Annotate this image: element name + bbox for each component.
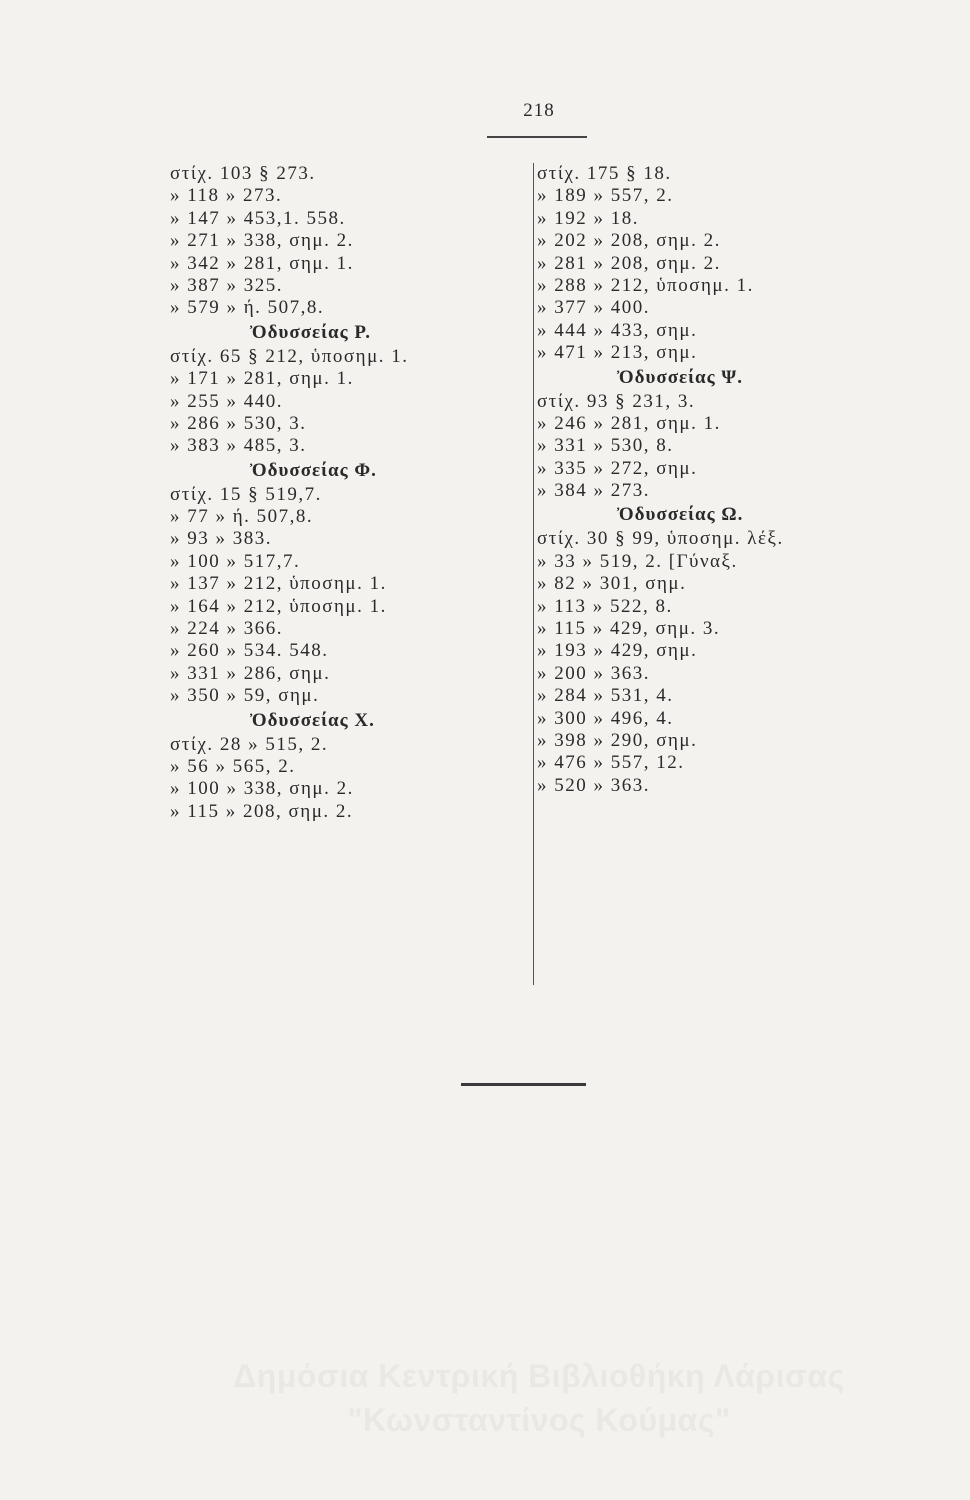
index-entry: » 115 » 429, σημ. 3. — [537, 618, 721, 640]
index-entry: » 377 » 400. — [537, 297, 650, 319]
index-entry: » 115 » 208, σημ. 2. — [170, 800, 354, 822]
top-rule — [487, 136, 587, 138]
index-entry: στίχ. 65 § 212, ὑποσημ. 1. — [170, 345, 409, 367]
index-entry: » 288 » 212, ὑποσημ. 1. — [537, 274, 754, 296]
index-entry: » 100 » 338, σημ. 2. — [170, 778, 354, 800]
index-entry: » 171 » 281, σημ. 1. — [170, 368, 354, 390]
index-entry: » 118 » 273. — [170, 185, 283, 207]
index-entry: » 147 » 453,1. 558. — [170, 207, 346, 229]
index-entry: » 224 » 366. — [170, 618, 283, 640]
page-number: 218 — [523, 100, 555, 121]
section-heading: Ὀδυσσείας Χ. — [250, 709, 375, 731]
index-entry: » 255 » 440. — [170, 390, 283, 412]
index-entry: » 342 » 281, σημ. 1. — [170, 252, 354, 274]
index-entry: » 286 » 530, 3. — [170, 412, 307, 434]
index-entry: » 384 » 273. — [537, 480, 650, 502]
index-entry: » 476 » 557, 12. — [537, 752, 685, 774]
column-divider — [533, 163, 534, 985]
index-entry: » 113 » 522, 8. — [537, 595, 673, 617]
index-entry: » 335 » 272, σημ. — [537, 457, 698, 479]
index-entry: στίχ. 15 § 519,7. — [170, 483, 322, 505]
index-entry: » 331 » 530, 8. — [537, 435, 674, 457]
index-entry: » 398 » 290, σημ. — [537, 729, 698, 751]
index-entry: » 520 » 363. — [537, 774, 650, 796]
index-entry: » 189 » 557, 2. — [537, 185, 674, 207]
section-heading: Ὀδυσσείας Ρ. — [250, 321, 372, 343]
index-entry: » 300 » 496, 4. — [537, 707, 674, 729]
index-entry: » 260 » 534. 548. — [170, 640, 329, 662]
watermark-line-1: Δημόσια Κεντρική Βιβλιοθήκη Λάρισας — [233, 1358, 845, 1394]
index-entry: » 202 » 208, σημ. 2. — [537, 230, 721, 252]
index-entry: στίχ. 175 § 18. — [537, 163, 672, 184]
index-entry: » 350 » 59, σημ. — [170, 685, 320, 707]
index-entry: » 33 » 519, 2. [Γύναξ. — [537, 550, 738, 572]
index-entry: » 192 » 18. — [537, 207, 639, 229]
index-entry: στίχ. 30 § 99, ὑποσημ. λέξ. — [537, 528, 784, 550]
index-entry: » 284 » 531, 4. — [537, 685, 674, 707]
index-entry: στίχ. 93 § 231, 3. — [537, 390, 696, 412]
section-heading: Ὀδυσσείας Φ. — [250, 459, 377, 481]
index-entry: » 387 » 325. — [170, 274, 283, 296]
watermark-line-2: "Κωνσταντίνος Κούμας" — [347, 1402, 731, 1438]
index-entry: » 164 » 212, ὑποσημ. 1. — [170, 595, 387, 617]
index-entry: » 137 » 212, ὑποσημ. 1. — [170, 573, 387, 595]
index-entry: » 56 » 565, 2. — [170, 755, 296, 777]
index-entry: » 331 » 286, σημ. — [170, 662, 331, 684]
index-entry: στίχ. 103 § 273. — [170, 163, 316, 184]
index-entry: » 579 » ή. 507,8. — [170, 297, 325, 319]
index-entry: » 471 » 213, σημ. — [537, 342, 698, 364]
index-entry: » 93 » 383. — [170, 528, 272, 550]
index-entry: » 77 » ή. 507,8. — [170, 506, 314, 528]
index-entry: » 444 » 433, σημ. — [537, 319, 698, 341]
right-column — [537, 163, 897, 797]
index-entry: » 200 » 363. — [537, 662, 650, 684]
index-entry: » 383 » 485, 3. — [170, 435, 307, 457]
bottom-rule — [461, 1083, 586, 1086]
index-entry: » 82 » 301, σημ. — [537, 573, 687, 595]
index-entry: » 271 » 338, σημ. 2. — [170, 230, 354, 252]
section-heading: Ὀδυσσείας Ψ. — [617, 366, 743, 388]
index-entry: » 100 » 517,7. — [170, 550, 301, 572]
index-entry: στίχ. 28 » 515, 2. — [170, 733, 329, 755]
library-watermark — [0, 1355, 970, 1443]
index-entry: » 246 » 281, σημ. 1. — [537, 412, 721, 434]
section-heading: Ὀδυσσείας Ω. — [617, 504, 744, 526]
left-column — [170, 163, 530, 823]
index-entry: » 193 » 429, σημ. — [537, 640, 698, 662]
index-entry: » 281 » 208, σημ. 2. — [537, 252, 721, 274]
